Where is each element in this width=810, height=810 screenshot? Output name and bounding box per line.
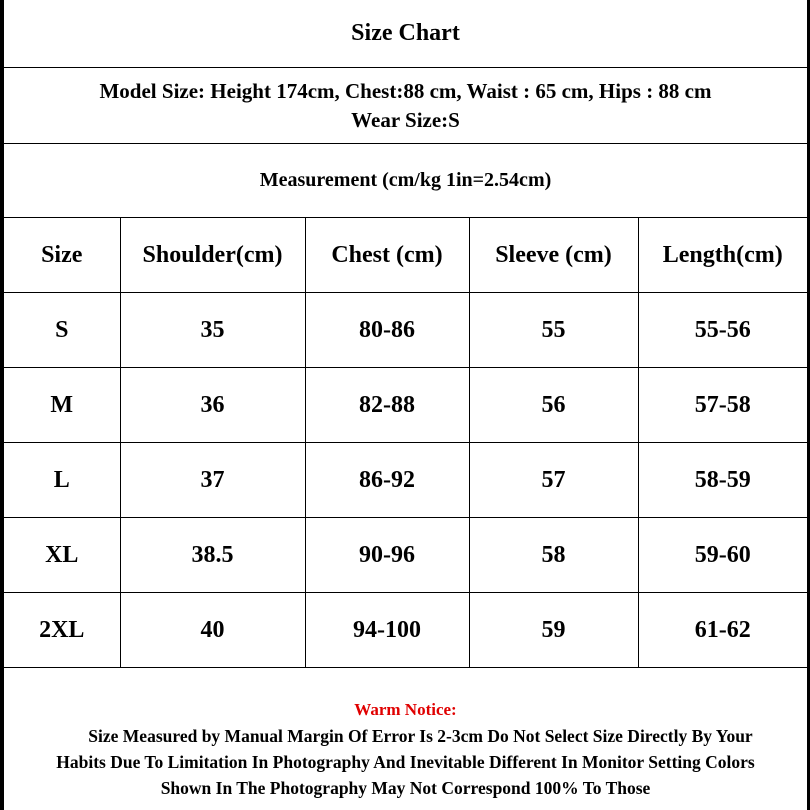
table-cell: 90-96 bbox=[305, 518, 469, 593]
table-cell: 57 bbox=[469, 443, 638, 518]
header-cell-chest: Chest (cm) bbox=[305, 218, 469, 293]
notice-line: Shown In The Photography May Not Correspond 100% To Those bbox=[160, 778, 651, 798]
table-cell: 36 bbox=[120, 368, 305, 443]
wear-size-line: Wear Size:S bbox=[351, 107, 460, 132]
table-cell: XL bbox=[4, 518, 120, 593]
table-cell: 56 bbox=[469, 368, 638, 443]
table-row bbox=[4, 368, 807, 443]
table-cell: 57-58 bbox=[638, 368, 807, 443]
size-chart-sheet bbox=[4, 0, 807, 810]
table-cell: 2XL bbox=[4, 593, 120, 668]
notice-line: Size Measured by Manual Margin Of Error Is 2-3cm Do Not Select Size Directly By Your bbox=[88, 726, 753, 746]
table-cell: 86-92 bbox=[305, 443, 469, 518]
table-cell: 61-62 bbox=[638, 593, 807, 668]
table-cell: S bbox=[4, 293, 120, 368]
table-cell: 55 bbox=[469, 293, 638, 368]
header-cell-sleeve: Sleeve (cm) bbox=[469, 218, 638, 293]
table-cell: 59 bbox=[469, 593, 638, 668]
model-size-line: Model Size: Height 174cm, Chest:88 cm, Waist : 65 cm, Hips : 88 cm bbox=[99, 78, 712, 103]
table-row bbox=[4, 593, 807, 668]
table-cell: L bbox=[4, 443, 120, 518]
table-cell: 37 bbox=[120, 443, 305, 518]
table-cell: 38.5 bbox=[120, 518, 305, 593]
table-cell: 35 bbox=[120, 293, 305, 368]
header-cell-shoulder: Shoulder(cm) bbox=[120, 218, 305, 293]
table-row bbox=[4, 443, 807, 518]
header-cell-size: Size bbox=[4, 218, 120, 293]
measurement-note: Measurement (cm/kg 1in=2.54cm) bbox=[4, 144, 807, 218]
table-cell: M bbox=[4, 368, 120, 443]
table-cell: 94-100 bbox=[305, 593, 469, 668]
table-header-row bbox=[4, 218, 807, 293]
table-cell: 40 bbox=[120, 593, 305, 668]
warm-notice-heading: Warm Notice: bbox=[354, 700, 457, 719]
table-row bbox=[4, 518, 807, 593]
table-cell: 80-86 bbox=[305, 293, 469, 368]
notice-line: Habits Due To Limitation In Photography And Inevitable Different In Monitor Setting Colors bbox=[56, 752, 755, 772]
header-cell-length: Length(cm) bbox=[638, 218, 807, 293]
size-table bbox=[4, 218, 807, 668]
table-cell: 55-56 bbox=[638, 293, 807, 368]
model-size-info bbox=[4, 68, 807, 144]
table-cell: 58-59 bbox=[638, 443, 807, 518]
warm-notice bbox=[4, 668, 807, 810]
size-chart-title: Size Chart bbox=[4, 0, 807, 68]
table-cell: 59-60 bbox=[638, 518, 807, 593]
table-row bbox=[4, 293, 807, 368]
table-cell: 82-88 bbox=[305, 368, 469, 443]
table-cell: 58 bbox=[469, 518, 638, 593]
